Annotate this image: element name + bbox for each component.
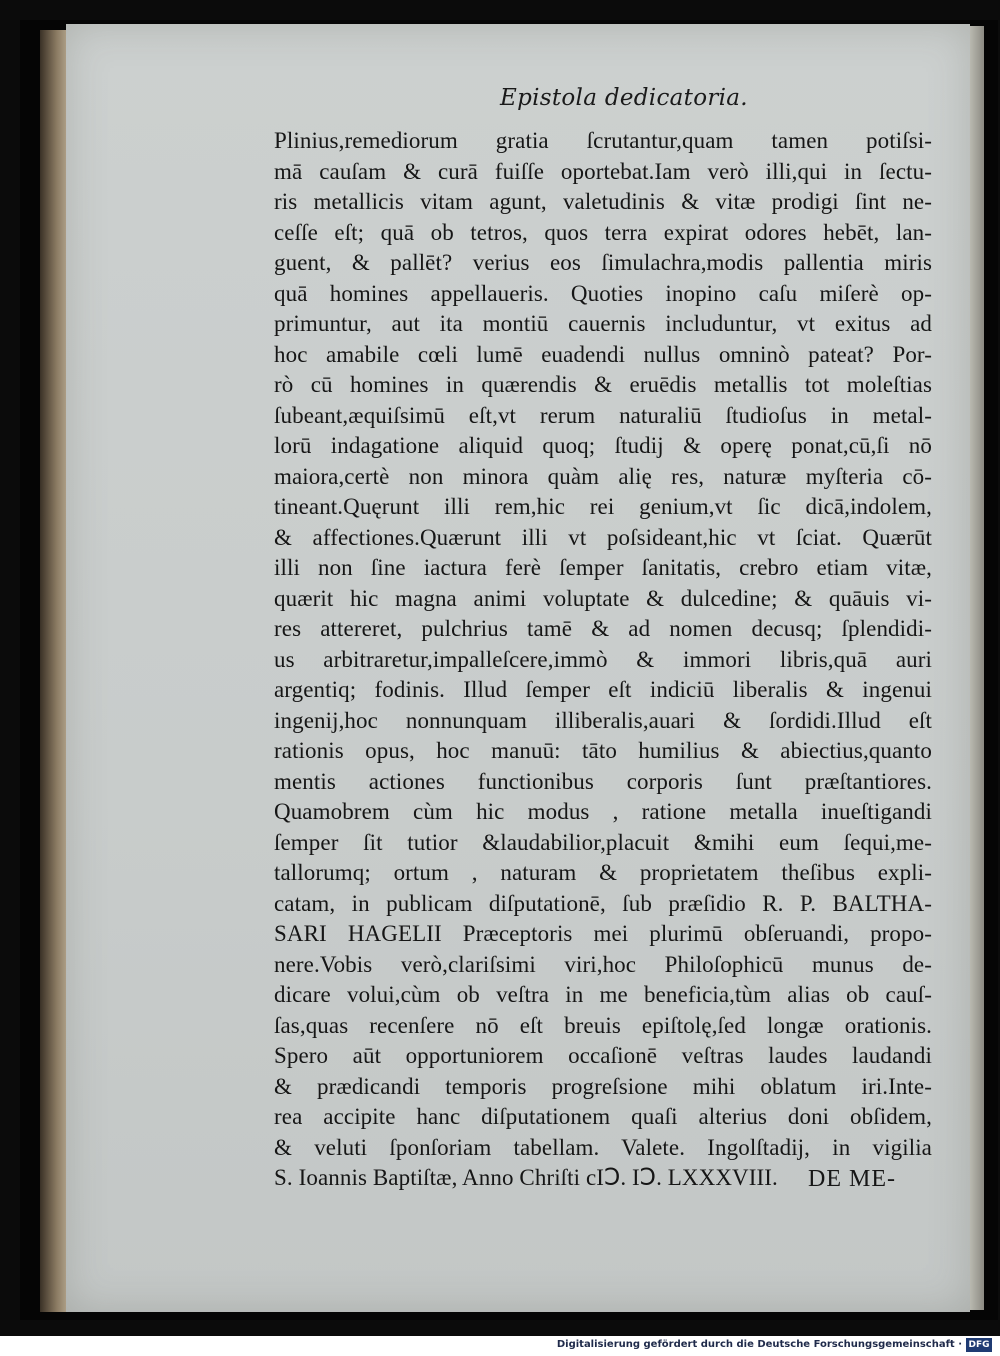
text-line: & affectiones.Quærunt illi vt poſsideant,hic vt ſciat. Quærūt [274, 524, 932, 550]
text-line: quā homines appellaueris. Quoties inopino caſu miſerè op- [274, 280, 932, 306]
running-head: Epistola dedicatoria. [500, 85, 748, 111]
text-line: hoc amabile cœli lumē euadendi nullus omninò pateat? Por- [274, 341, 932, 367]
text-line: mā cauſam & curā fuiſſe oportebat.Iam verò illi,qui in ſectu- [274, 158, 932, 184]
text-line: Plinius,remediorum gratia ſcrutantur,quam tamen potiſsi- [274, 128, 932, 153]
text-line: guent, & pallēt? verius eos ſimulachra,modis pallentia miris [274, 250, 932, 275]
text-line: maiora,certè non minora quàm alię res, naturæ myſteria cō- [274, 463, 932, 489]
text-line: rea accipite hanc diſputationem quaſi alterius doni obſidem, [274, 1104, 932, 1129]
text-line: ſas,quas recenſere nō eſt breuis epiſtolę,ſed longæ orationis. [274, 1012, 932, 1038]
text-line: res attereret, pulchrius tamē & ad nomen decusq; ſplendidi- [274, 616, 932, 641]
text-line: & prædicandi temporis progreſsione mihi oblatum iri.Inte- [274, 1073, 932, 1099]
text-line: & veluti ſponſoriam tabellam. Valete. Ingolſtadij, in vigilia [274, 1134, 932, 1160]
text-line: rò cū homines in quærendis & eruēdis metallis tot moleſtias [274, 372, 932, 397]
text-line: S. Ioannis Baptiſtæ, Anno Chriſti cIↃ. IↃ. LXXXVIII. [274, 1165, 778, 1190]
text-line: Quamobrem cùm hic modus , ratione metalla inueſtigandi [274, 799, 932, 824]
dfg-logo: DFG [966, 1338, 992, 1352]
text-line: ceſſe eſt; quā ob tetros, quos terra expirat odores hebēt, lan- [274, 219, 932, 245]
text-line: primuntur, aut ita montiū cauernis includuntur, vt exitus ad [274, 311, 932, 336]
text-line: catam, in publicam diſputationē, ſub præſidio R. P. BALTHA- [274, 890, 932, 916]
text-line: Spero aūt opportuniorem occaſionē veſtras laudes laudandi [274, 1043, 932, 1068]
text-line: ſubeant,æquiſsimū eſt,vt rerum naturaliū ſtudioſus in metal- [274, 402, 932, 428]
digitization-credit: Digitalisierung gefördert durch die Deutsche Forschungsgemeinschaft · [556, 1339, 962, 1350]
text-line: ingenij,hoc nonnunquam illiberalis,auari & ſordidi.Illud eſt [274, 707, 932, 733]
text-line: quærit hic magna animi voluptate & dulcedine; & quāuis vi- [274, 585, 932, 611]
page-edge [970, 26, 984, 1310]
text-line: argentiq; fodinis. Illud ſemper eſt indiciū liberalis & ingenui [274, 677, 932, 702]
text-line: nere.Vobis verò,clariſsimi viri,hoc Philoſophicū munus de- [274, 951, 932, 977]
text-line: SARI HAGELII Præceptoris mei plurimū obſeruandi, propo- [274, 921, 932, 946]
catchword: DE ME- [808, 1166, 896, 1192]
text-line: dicare volui,cùm ob veſtra in me beneficia,tùm alias ob cauſ- [274, 982, 932, 1007]
text-line: rationis opus, hoc manuū: tāto humilius & abiectius,quanto [274, 738, 932, 763]
text-line: mentis actiones functionibus corporis ſunt præſtantiores. [274, 768, 932, 794]
text-line: ris metallicis vitam agunt, valetudinis & vitæ prodigi ſint ne- [274, 189, 932, 214]
text-line: us arbitraretur,impalleſcere,immò & immori libris,quā auri [274, 646, 932, 672]
text-line: tineant.Quęrunt illi rem,hic rei genium,vt ſic dicā,indolem, [274, 494, 932, 519]
text-line: lorū indagatione aliquid quoq; ſtudij & operę ponat,cū,ſi nō [274, 433, 932, 458]
text-line: illi non ſine iactura ferè ſemper ſanitatis, crebro etiam vitæ, [274, 555, 932, 580]
text-line: tallorumq; ortum , naturam & proprietatem theſibus expli- [274, 860, 932, 885]
body-text [274, 126, 932, 1194]
text-line: ſemper ſit tutior &laudabilior,placuit &mihi eum ſequi,me- [274, 829, 932, 855]
